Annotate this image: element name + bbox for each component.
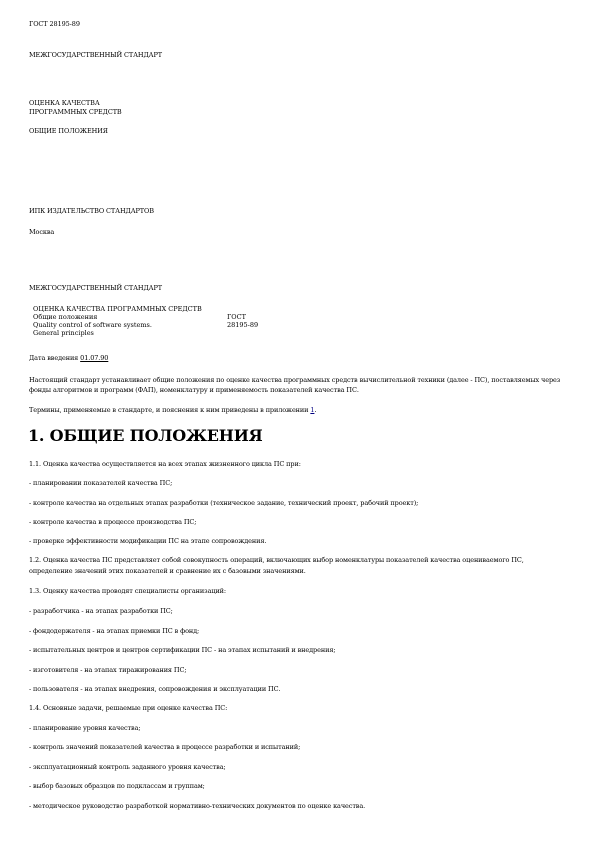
table-cell: General principles [33, 329, 94, 337]
list-item: - контроле качества в процессе производства ПС; [29, 518, 197, 526]
gost-number: ГОСТ 28195-89 [29, 20, 80, 28]
table-cell [225, 305, 309, 313]
title-line-1: ОЦЕНКА КАЧЕСТВА [29, 99, 100, 107]
standard-info-table [31, 305, 309, 337]
appendix-1-link[interactable]: 1 [310, 406, 315, 414]
intro-date [29, 354, 108, 362]
table-cell: Quality control of software systems. [33, 321, 152, 329]
second-header: МЕЖГОСУДАРСТВЕННЫЙ СТАНДАРТ [29, 284, 163, 292]
list-item: - планирование уровня качества; [29, 724, 141, 732]
terms-end: . [314, 406, 317, 414]
table-row [31, 321, 309, 329]
publisher-name: ИПК ИЗДАТЕЛЬСТВО СТАНДАРТОВ [29, 207, 154, 215]
title-line-2: ПРОГРАММНЫХ СРЕДСТВ [29, 108, 122, 116]
list-item: - выбор базовых образцов по подклассам и группам; [29, 782, 205, 790]
list-item: - планировании показателей качества ПС; [29, 479, 173, 487]
list-item: 1.1. Оценка качества осуществляется на всех этапах жизненного цикла ПС при: [29, 460, 301, 468]
list-item: - контроль значений показателей качества в процессе разработки и испытаний; [29, 743, 301, 751]
list-item: 1.3. Оценку качества проводят специалисты организаций: [29, 587, 226, 595]
terms-text: Термины, применяемые в стандарте, и пояснения к ним приведены в приложении [29, 406, 309, 414]
intro-date-label: Дата введения [29, 354, 79, 362]
publisher-city: Москва [29, 228, 55, 236]
list-item: - проверке эффективности модификации ПС на этапе сопровождения. [29, 537, 267, 545]
list-item: - фондодержателя - на этапах приемки ПС в фонд; [29, 627, 200, 635]
table-row [31, 329, 309, 337]
list-item: - эксплуатационный контроль заданного уровня качества; [29, 763, 226, 771]
intro-date-value: 01.07.90 [80, 354, 109, 362]
title-line-3: ОБЩИЕ ПОЛОЖЕНИЯ [29, 127, 108, 135]
list-item: 1.2. Оценка качества ПС представляет собой совокупность операций, включающих выбор номенклатуры показателей качества оцениваемого ПС, определение значений этих показателей и сравнение их с базовыми значениями. [29, 556, 524, 575]
table-cell: ГОСТ [227, 313, 246, 321]
list-item: - контроле качества на отдельных этапах разработки (техническое задание, технический проект, рабочий проект); [29, 499, 419, 507]
table-row [31, 313, 309, 321]
table-cell: 28195-89 [227, 321, 259, 329]
terms-paragraph [29, 406, 316, 414]
section-1-heading: 1. ОБЩИЕ ПОЛОЖЕНИЯ [28, 426, 263, 445]
intro-paragraph: Настоящий стандарт устанавливает общие положения по оценке качества программных средств вычислительной техники (далее - ПС), поставляемых через фонды алгоритмов и программ (ФАП), номенклатуру и применяемость показателей качества ПС. [29, 376, 561, 394]
table-cell [225, 329, 309, 337]
list-item: - изготовителя - на этапах тиражирования ПС; [29, 666, 187, 674]
list-item: - испытательных центров и центров сертификации ПС - на этапах испытаний и внедрения; [29, 646, 336, 654]
table-row [31, 305, 309, 313]
list-item: - пользователя - на этапах внедрения, сопровождения и эксплуатации ПС. [29, 685, 281, 693]
list-item: - разработчика - на этапах разработки ПС; [29, 607, 173, 615]
list-item: 1.4. Основные задачи, решаемые при оценке качества ПС: [29, 704, 228, 712]
table-cell: ОЦЕНКА КАЧЕСТВА ПРОГРАММНЫХ СРЕДСТВ [33, 305, 202, 313]
list-item: - методическое руководство разработкой нормативно-технических документов по оценке качества. [29, 802, 366, 810]
interstate-standard-label: МЕЖГОСУДАРСТВЕННЫЙ СТАНДАРТ [29, 51, 163, 59]
table-cell: Общие положения [33, 313, 98, 321]
